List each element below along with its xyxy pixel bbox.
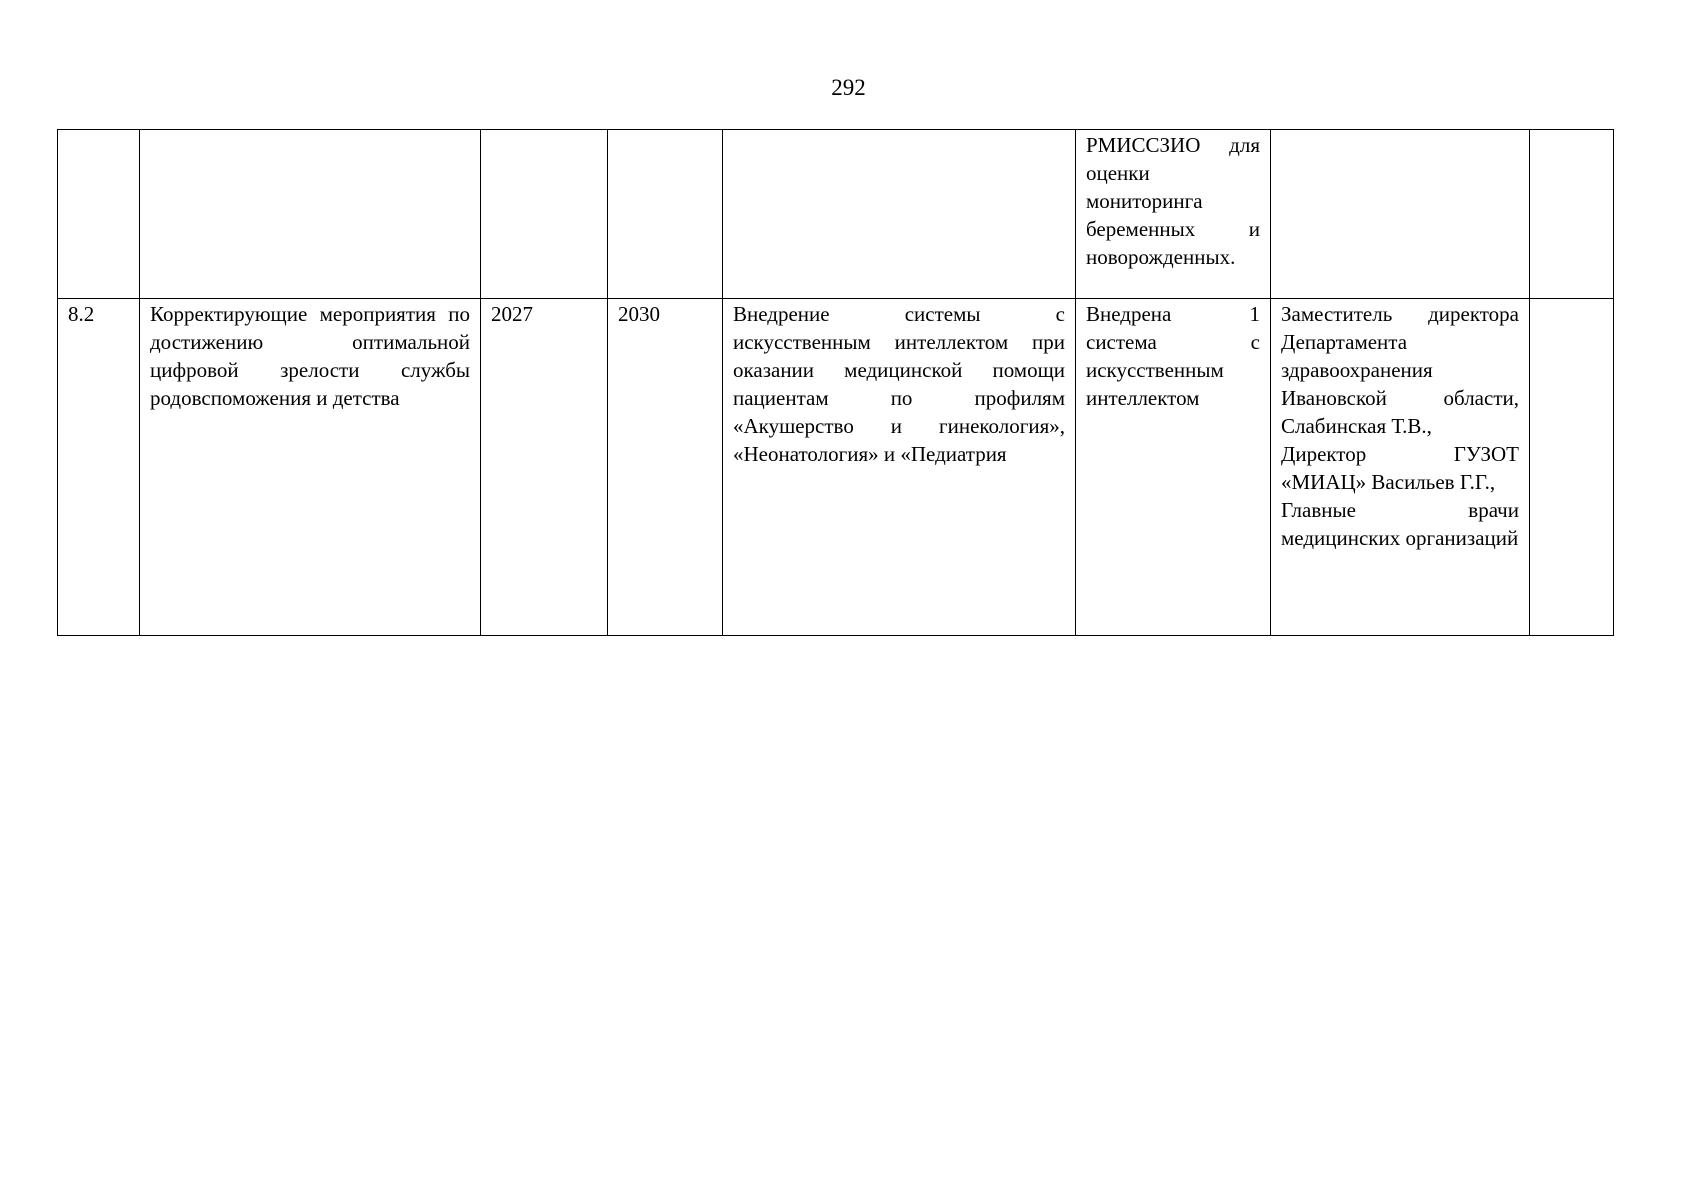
cell-measure [140,130,481,299]
cell-extra [1530,299,1614,636]
cell-start-year [481,130,608,299]
cell-end-year [608,130,723,299]
cell-result: Внедрена 1 система с искусственным интеллектом [1076,299,1271,636]
cell-description [723,130,1076,299]
page-number: 292 [831,75,866,100]
plan-table [57,129,1614,636]
cell-result: РМИССЗИО для оценки мониторинга беременных и новорожденных. [1076,130,1271,299]
cell-extra [1530,130,1614,299]
cell-measure: Корректирующие мероприятия по достижению оптимальной цифровой зрелости службы родовспоможения и детства [140,299,481,636]
cell-description: Внедрение системы с искусственным интеллектом при оказании медицинской помощи пациентам по профилям «Акушерство и гинекология», «Неонатология» и «Педиатрия [723,299,1076,636]
table-row-continuation [58,130,1614,299]
responsible-line: Директор ГУЗОТ «МИАЦ» Васильев Г.Г., [1281,442,1519,494]
cell-end-year: 2030 [608,299,723,636]
cell-number: 8.2 [58,299,140,636]
cell-responsible [1271,130,1530,299]
responsible-line: Главные врачи медицинских организаций [1281,498,1519,550]
cell-responsible [1271,299,1530,636]
cell-start-year: 2027 [481,299,608,636]
cell-number [58,130,140,299]
table-row-8-2 [58,299,1614,636]
responsible-line: Заместитель директора Департамента здравоохранения Ивановской области, Слабинская Т.В., [1281,302,1519,438]
